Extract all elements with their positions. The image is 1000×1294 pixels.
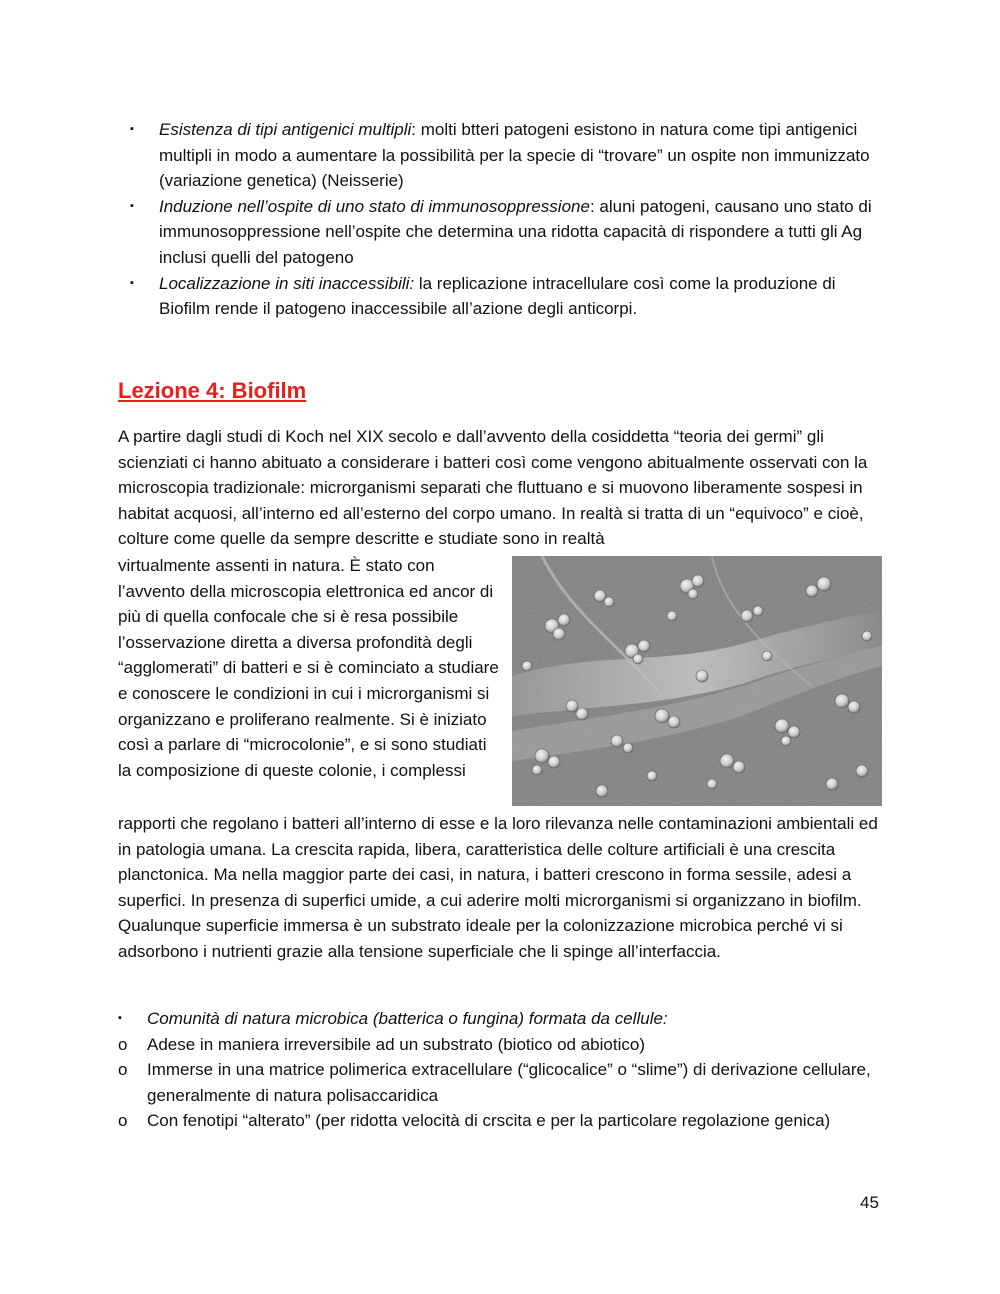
bullet-text: : aluni patogeni, causano uno stato di immunosoppressione nell’ospite che determina una ridotta capacità di rispondere a tutti gli Ag inclusi quelli del patogeno	[159, 196, 872, 267]
bullet-item	[130, 271, 890, 322]
square-bullet-icon: ▪	[130, 199, 134, 212]
micrograph-svg	[512, 556, 882, 806]
circle-bullet-icon: o	[118, 1111, 128, 1131]
bullet-title: Induzione nell’ospite di uno stato di immunosoppressione	[159, 196, 590, 216]
bullet-item	[130, 194, 890, 271]
square-bullet-icon: ▪	[130, 123, 134, 135]
bullet-list-bottom	[118, 1006, 893, 1134]
section-heading: Lezione 4: Biofilm	[118, 378, 307, 403]
bullet-list-top	[130, 117, 890, 322]
list-item	[118, 1006, 893, 1032]
bullet-text: la replicazione intracellulare così come la produzione di Biofilm rende il patogeno inaccessibile all’azione degli anticorpi.	[159, 273, 836, 319]
page-number: 45	[860, 1193, 879, 1212]
biofilm-micrograph-image	[512, 556, 882, 806]
list-item	[118, 1108, 893, 1134]
circle-bullet-icon: o	[118, 1034, 128, 1054]
bullet-title: Localizzazione in siti inaccessibili:	[159, 273, 415, 293]
list-item-text: Comunità di natura microbica (batterica o fungina) formata da cellule:	[147, 1009, 668, 1028]
wrapped-paragraph: virtualmente assenti in natura. È stato con l’avvento della microscopia elettronica ed ancor di più di quella confocale che si è resa possibile l’osservazione diretta a diversa profondità degli “agglomerati” di batteri e si è cominciato a studiare e conoscere le condizioni in cui i microrganismi si organizzano e proliferano realmente. Si è iniziato così a parlare di “microcolonie”, e si sono studiati la composizione di queste colonie, i complessi	[118, 556, 499, 780]
circle-bullet-icon: o	[118, 1060, 128, 1080]
bullet-text: : molti btteri patogeni esistono in natura come tipi antigenici multipli in modo a aumentare la possibilità per la specie di “trovare” un ospite non immunizzato (variazione genetica) (Neisserie)	[159, 120, 870, 191]
list-item	[118, 1057, 893, 1108]
continuation-paragraph: rapporti che regolano i batteri all’interno di esse e la loro rilevanza nelle contaminazioni ambientali ed in patologia umana. La crescita rapida, libera, caratteristica delle colture artificiali è una crescita planctonica. Ma nella maggior parte dei casi, in natura, i batteri crescono in forma sessile, adesi a superfici. In presenza di superfici umide, a cui aderire molti microrganismi si organizzano in biofilm. Qualunque superficie immersa è un substrato ideale per la colonizzazione microbica perché vi si adsorbono i nutrienti grazie alla tensione superficiale che li spinge all’interfaccia.	[118, 814, 878, 961]
square-bullet-icon: ▪	[118, 1012, 122, 1024]
list-item	[118, 1032, 893, 1058]
intro-paragraph: A partire dagli studi di Koch nel XIX secolo e dall’avvento della cosiddetta “teoria dei germi” gli scienziati ci hanno abituato a considerare i batteri così come vengono abitualmente osservati con la microscopia tradizionale: microrganismi separati che fluttuano e si muovono liberamente sospesi in habitat acquosi, all’interno ed all’esterno del corpo umano. In realtà si tratta di un “equivoco” e cioè, colture come quelle da sempre descritte e studiate sono in realtà	[118, 427, 868, 549]
list-item-text: Adese in maniera irreversibile ad un substrato (biotico od abiotico)	[147, 1034, 645, 1054]
list-item-text: Immerse in una matrice polimerica extracellulare (“glicocalice” o “slime”) di derivazione cellulare, generalmente di natura polisaccaridica	[147, 1060, 871, 1105]
square-bullet-icon: ▪	[130, 276, 134, 289]
bullet-item	[130, 117, 890, 194]
list-item-text: Con fenotipi “alterato” (per ridotta velocità di crscita e per la particolare regolazione genica)	[147, 1111, 831, 1131]
bullet-title: Esistenza di tipi antigenici multipli	[159, 120, 412, 139]
